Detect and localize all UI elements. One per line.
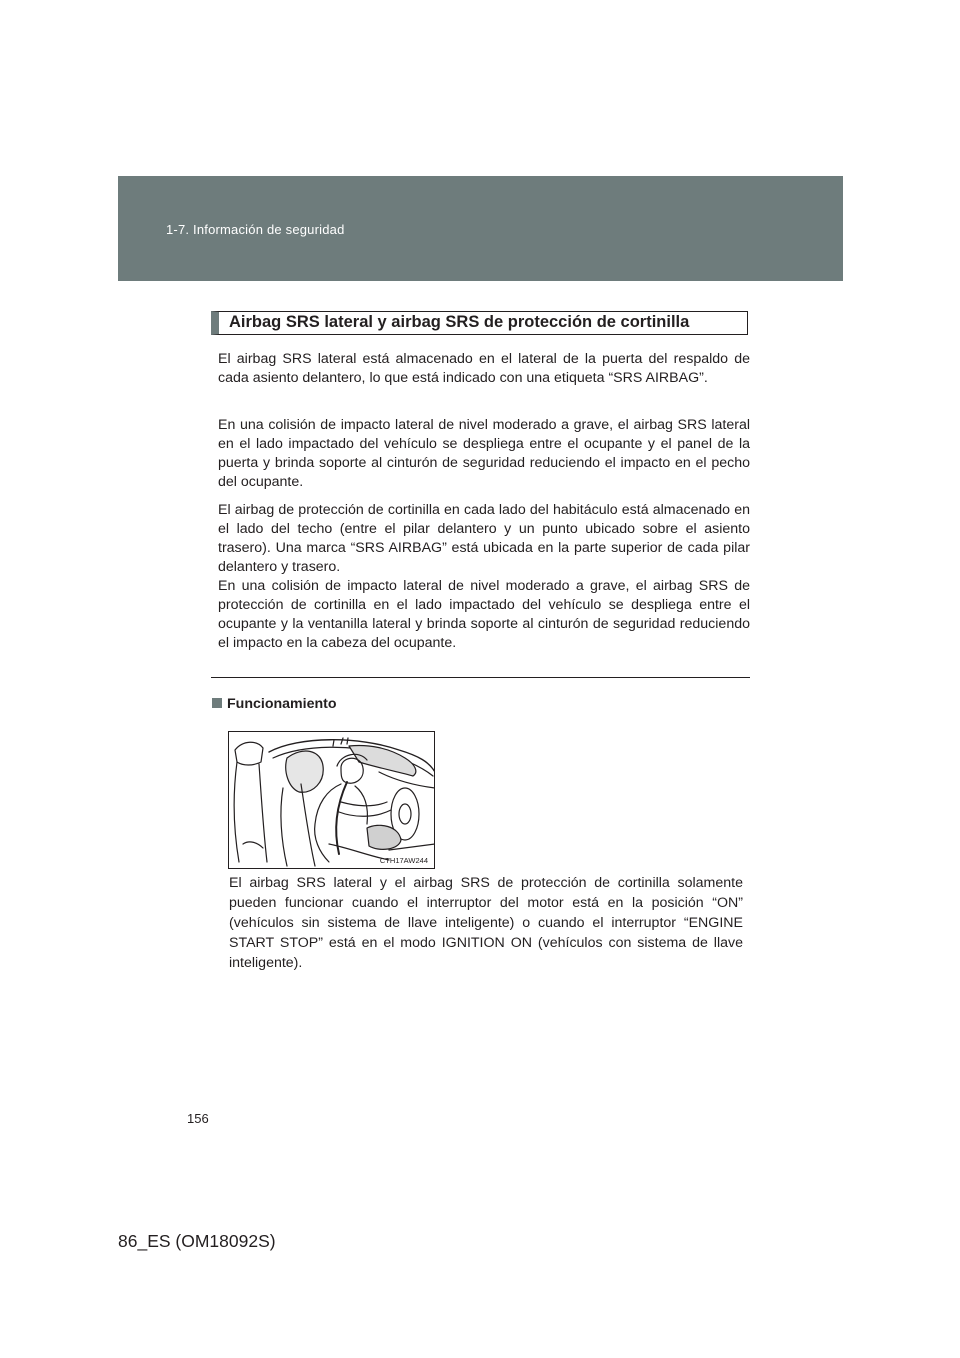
page-number: 156 bbox=[187, 1111, 209, 1126]
paragraph-operation-conditions: El airbag SRS lateral y el airbag SRS de protección de cortinilla solamente pueden funcionar cuando el interruptor del motor está en la posición “ON” (vehículos sin sistema de llave inteligente) o cuando el interruptor “ENGINE START STOP” está en el modo IGNITION ON (vehículos con sistema de llave inteligente). bbox=[229, 875, 743, 971]
chapter-breadcrumb: 1-7. Información de seguridad bbox=[166, 222, 345, 237]
paragraph-side-airbag-deployment: En una colisión de impacto lateral de nivel moderado a grave, el airbag SRS lateral en el lado impactado del vehículo se despliega entre el ocupante y el panel de la puerta y brinda soporte al cinturón de seguridad reduciendo el impacto en el pecho del ocupante. bbox=[218, 417, 750, 490]
section-title-box bbox=[211, 311, 748, 335]
airbag-deployment-illustration bbox=[228, 731, 435, 869]
paragraph-side-airbag-location: El airbag SRS lateral está almacenado en el lateral de la puerta del respaldo de cada asiento delantero, lo que está indicado con una etiqueta “SRS AIRBAG”. bbox=[218, 351, 750, 386]
section-title: Airbag SRS lateral y airbag SRS de protección de cortinilla bbox=[229, 313, 690, 331]
section-divider bbox=[211, 677, 750, 678]
paragraph-curtain-airbag-location: El airbag de protección de cortinilla en cada lado del habitáculo está almacenado en el lado del techo (entre el pilar delantero y un punto ubicado sobre el asiento trasero). Una marca “SRS AIRBAG” está ubicada en la parte superior de cada pilar delantero y trasero. bbox=[218, 502, 750, 575]
occupant-airbag-drawing bbox=[229, 732, 435, 869]
document-code: 86_ES (OM18092S) bbox=[118, 1231, 276, 1251]
figure-code: CTH17AW244 bbox=[379, 856, 428, 865]
subsection-heading-text: Funcionamiento bbox=[227, 696, 337, 712]
subsection-heading bbox=[212, 696, 337, 712]
chapter-header-band bbox=[118, 176, 843, 281]
paragraph-curtain-airbag-deployment: En una colisión de impacto lateral de nivel moderado a grave, el airbag SRS de protección de cortinilla en el lado impactado del vehículo se despliega entre el ocupante y la ventanilla lateral y brinda soporte al cinturón de seguridad reduciendo el impacto en la cabeza del ocupante. bbox=[218, 578, 750, 651]
square-bullet-icon bbox=[212, 698, 222, 708]
